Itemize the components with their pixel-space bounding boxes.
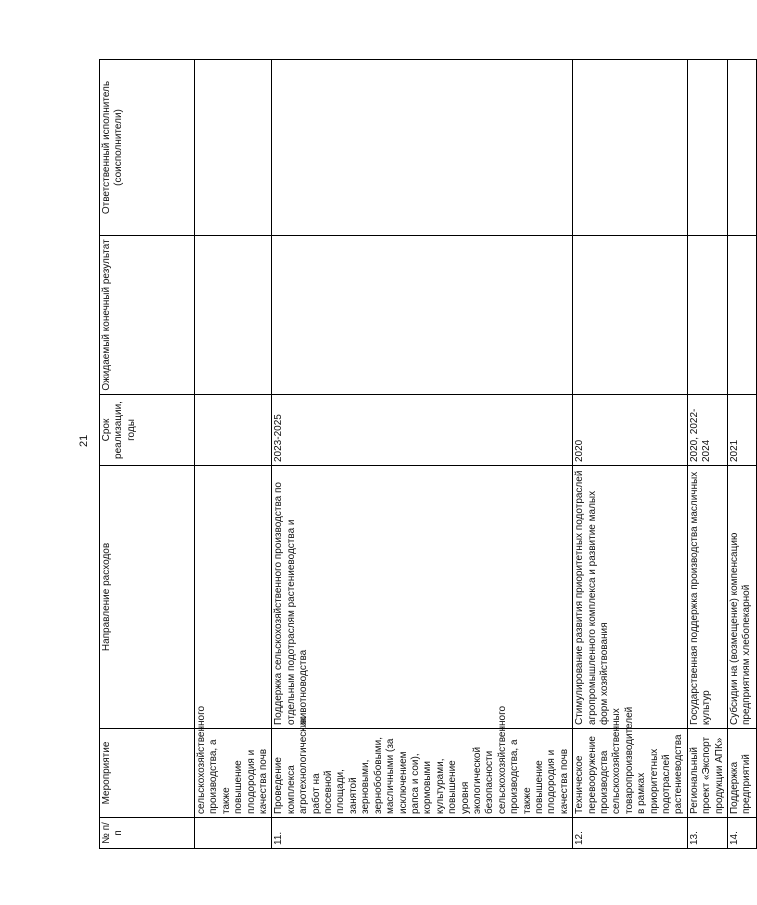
header-num: № п/п: [100, 818, 195, 849]
cell-direction: Субсидии на (возмещение) компенсацию предприятиям хлебопекарной: [728, 466, 757, 729]
table-row: [272, 60, 573, 849]
cell-num: [195, 818, 272, 849]
cell-executor: [272, 60, 573, 236]
header-row: [100, 60, 195, 849]
cell-event: Поддержка предприятий: [728, 729, 757, 818]
table-row: [687, 60, 727, 849]
page-number: 21: [78, 434, 90, 447]
cell-direction: [195, 466, 272, 729]
cell-direction: Государственная поддержка производства масличных культур: [687, 466, 727, 729]
cell-direction: Стимулирование развития приоритетных подотраслей агропромышленного комплекса и развитие малых форм хозяйствования: [573, 466, 688, 729]
cell-event: Региональный проект «Экспорт продукции АПК»: [687, 729, 727, 818]
cell-num: 14.: [728, 818, 757, 849]
cell-term: 2020, 2022-2024: [687, 395, 727, 466]
cell-result: [687, 236, 727, 395]
cell-term: 2023-2025: [272, 395, 573, 466]
cell-executor: [728, 60, 757, 236]
cell-event: Проведение комплекса агротехнологических работ на посевной площади, занятой зерновыми, зернобобовыми, масличными (за исключением рапса и сои), кормовыми культурами, повышение уровня экологической безопасности сельскохозяйственного производства, а также повышение плодородия и качества почв: [272, 729, 573, 818]
cell-term: [195, 395, 272, 466]
table-row: [195, 60, 272, 849]
cell-executor: [195, 60, 272, 236]
cell-event: сельскохозяйственного производства, а также повышение плодородия и качества почв: [195, 729, 272, 818]
cell-executor: [573, 60, 688, 236]
cell-result: [195, 236, 272, 395]
header-event: Мероприятие: [100, 729, 195, 818]
program-table: [99, 59, 757, 849]
header-result: Ожидаемый конечный результат: [100, 236, 195, 395]
header-executor: Ответственный исполнитель (соисполнители): [100, 60, 195, 236]
header-direction: Направление расходов: [100, 466, 195, 729]
cell-num: 11.: [272, 818, 573, 849]
cell-result: [728, 236, 757, 395]
header-term: Срок реализации, годы: [100, 395, 195, 466]
cell-executor: [687, 60, 727, 236]
table-row: [728, 60, 757, 849]
cell-event: Техническое перевооружение производства сельскохозяйственных товаропроизводителей в рамках приоритетных подотраслей растениеводства: [573, 729, 688, 818]
table-row: [573, 60, 688, 849]
cell-direction: Поддержка сельскохозяйственного производства по отдельным подотраслям растениеводства и животноводства: [272, 466, 573, 729]
cell-term: 2020: [573, 395, 688, 466]
cell-num: 12.: [573, 818, 688, 849]
cell-result: [272, 236, 573, 395]
cell-result: [573, 236, 688, 395]
cell-term: 2021: [728, 395, 757, 466]
cell-num: 13.: [687, 818, 727, 849]
rotated-table-wrapper: [99, 60, 753, 849]
